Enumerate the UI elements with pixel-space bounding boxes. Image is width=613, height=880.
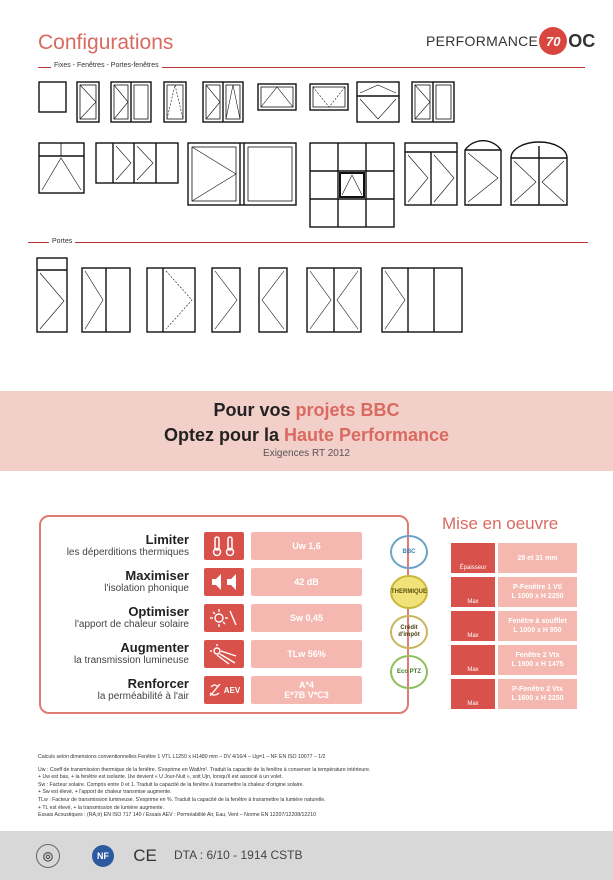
perf-title: Limiter xyxy=(145,532,189,547)
config-arched-1-vantail-diagram xyxy=(465,141,501,205)
banner-line-2: Optez pour la Haute Performance xyxy=(163,425,450,445)
performance-box xyxy=(39,515,427,714)
perf-title: Optimiser xyxy=(128,604,189,619)
page-title: Configurations xyxy=(38,31,174,54)
eco-ptz-logo: Eco PTZ xyxy=(390,655,428,689)
banner-subtitle: Exigences RT 2012 xyxy=(263,448,350,459)
credit-impot-logo: Crédit d'impôt xyxy=(390,615,428,649)
technical-notes xyxy=(38,754,578,820)
perf-desc: l'apport de chaleur solaire xyxy=(74,619,189,630)
config-door-2-vantaux-b-diagram xyxy=(147,268,195,332)
perf-row-optimiser xyxy=(41,601,407,635)
mise-row-epaisseur xyxy=(451,543,577,573)
acotherm-logo: ◎ xyxy=(36,844,60,868)
aev-label: AEV xyxy=(223,685,241,695)
note-line: TLw : Facteur de transmission lumineuse. S'exprime en %. Traduit la capacité de la fenêtre à transmettre la lumière naturelle. xyxy=(38,796,326,803)
config-door-2-vantaux-diagram xyxy=(82,268,130,332)
config-fixed-pane-diagram xyxy=(39,143,84,193)
config-door-triple-diagram xyxy=(382,268,462,332)
thermometer-icon xyxy=(204,532,244,560)
perf-row-maximiser xyxy=(41,565,407,599)
banner-accent-2: Haute Performance xyxy=(283,425,450,445)
bbc-banner xyxy=(0,391,613,471)
brand-name: PERFORMANCE xyxy=(426,33,539,49)
portes-section-label: Portes xyxy=(49,238,75,245)
config-window-1-vantail-diagram xyxy=(77,82,99,122)
configuration-diagrams xyxy=(0,0,613,340)
mise-value: Fenêtre à soufflet L 1000 x H 950 xyxy=(498,611,577,641)
fenetres-section-label: Fixes - Fenêtres - Portes-fenêtres xyxy=(51,62,162,69)
perf-row-augmenter xyxy=(41,637,407,671)
perf-row-limiter xyxy=(41,529,407,563)
note-line: Sw : Facteur solaire. Compris entre 0 et 1. Traduit la capacité de la fenêtre à transmettre la chaleur d'origine solaire. xyxy=(38,781,304,788)
perf-desc: la transmission lumineuse xyxy=(73,655,189,666)
config-door-double-diagram xyxy=(307,268,361,332)
speaker-icon xyxy=(204,568,244,596)
note-line: + Uw est bas, + la fenêtre est isolante. Uw devient « U Jour-Nuit », soit Ujn, lorsqu'il est associé à un volet. xyxy=(38,774,283,781)
bbc-logo: BBC xyxy=(390,535,428,569)
mise-value: P-Fenêtre 2 Vtx L 1600 x H 2250 xyxy=(498,679,577,709)
mise-row-fenetre-2vtx xyxy=(451,645,577,675)
mise-row-soufflet xyxy=(451,611,577,641)
perf-row-renforcer xyxy=(41,673,407,707)
perf-desc: l'isolation phonique xyxy=(104,583,189,594)
brand-suffix: OC xyxy=(568,30,596,51)
config-arched-2-vantaux-diagram xyxy=(511,142,567,205)
wind-icon xyxy=(204,676,244,704)
dimension-arrows-icon: Max xyxy=(451,645,495,675)
ce-logo: CE xyxy=(133,846,157,865)
brand-badge: 70 xyxy=(539,27,567,55)
calc-note: Calculs selon dimensions conventionnelles Fenêtre 1 VTL L1250 x H1480 mm – DV 4/16/4 – Ug=1 – NF EN ISO 10077 – 1/2 xyxy=(38,754,326,760)
config-porte-fenetre-imposte-diagram xyxy=(405,143,457,205)
banner-accent-1: projets BBC xyxy=(295,400,400,420)
perf-value: Sw 0,45 xyxy=(251,604,362,632)
note-line: + TL est élevé, + la transmission de lumière augmente. xyxy=(38,804,165,811)
note-line: Uw : Coeff de transmission thermique de la fenêtre. S'exprime en Watt/m². Traduit la capacité de la fenêtre à conserver la température intérieure. xyxy=(38,766,371,773)
perf-value: Uw 1,6 xyxy=(251,532,362,560)
nf-logo: NF xyxy=(92,845,114,867)
mise-value: Fenêtre 2 Vtx L 1900 x H 1475 xyxy=(498,645,577,675)
note-line: + Sw est élevé, + l'apport de chaleur transmise augmente. xyxy=(38,789,172,796)
mise-row-pfenetre-2vtx xyxy=(451,679,577,709)
config-3-panel-diagram xyxy=(96,143,178,183)
config-door-imposte-diagram xyxy=(37,258,67,332)
perf-value: TLw 56% xyxy=(251,640,362,668)
dta-reference: DTA : 6/10 - 1914 CSTB xyxy=(174,848,303,862)
banner-line-1: Pour vos projets BBC xyxy=(213,400,400,420)
config-window-2-vantaux-oscillo-diagram xyxy=(203,82,243,122)
dimension-arrows-icon: Max xyxy=(451,577,495,607)
dimension-arrows-icon: Max xyxy=(451,611,495,641)
config-fixe-with-vent-diagram xyxy=(357,82,399,122)
config-large-3-panel-diagram xyxy=(188,143,296,205)
perf-value: 42 dB xyxy=(251,568,362,596)
config-window-2-vantaux-diagram xyxy=(111,82,151,122)
config-window-oscillo-diagram xyxy=(164,82,186,122)
perf-title: Augmenter xyxy=(120,640,189,655)
note-line: Essais Acoustiques : (RA,tr) EN ISO 717 140 / Essais AEV : Perméabilité Air, Eau, Vent – Norme EN 12207/12208/12210 xyxy=(38,812,316,819)
config-fixe-diagram xyxy=(39,82,66,112)
dimension-arrows-icon: Max xyxy=(451,679,495,709)
thickness-icon: Épaisseur xyxy=(451,543,495,573)
config-soufflet-diagram xyxy=(258,84,296,110)
thermique-logo: THERMIQUE xyxy=(390,575,428,609)
mise-en-oeuvre-title: Mise en oeuvre xyxy=(442,514,559,533)
config-window-2-vantaux-b-diagram xyxy=(412,82,454,122)
perf-value: A*4 E*7B V*C3 xyxy=(251,676,362,704)
perf-desc: les déperditions thermiques xyxy=(66,547,189,558)
mise-row-pfenetre-1vtl xyxy=(451,577,577,607)
certification-footer xyxy=(0,831,613,880)
config-grid-with-vent-diagram xyxy=(310,143,394,227)
light-rays-icon xyxy=(204,640,244,668)
config-abattant-diagram xyxy=(310,84,348,110)
sun-icon xyxy=(204,604,244,632)
mise-value: 28 et 31 mm xyxy=(498,543,577,573)
perf-title: Renforcer xyxy=(127,676,189,691)
config-door-1-vantail-b-diagram xyxy=(259,268,287,332)
config-door-1-vantail-diagram xyxy=(212,268,240,332)
mise-value: P-Fenêtre 1 Vtl L 1000 x H 2250 xyxy=(498,577,577,607)
perf-title: Maximiser xyxy=(125,568,189,583)
perf-desc: la perméabilité à l'air xyxy=(97,691,189,702)
